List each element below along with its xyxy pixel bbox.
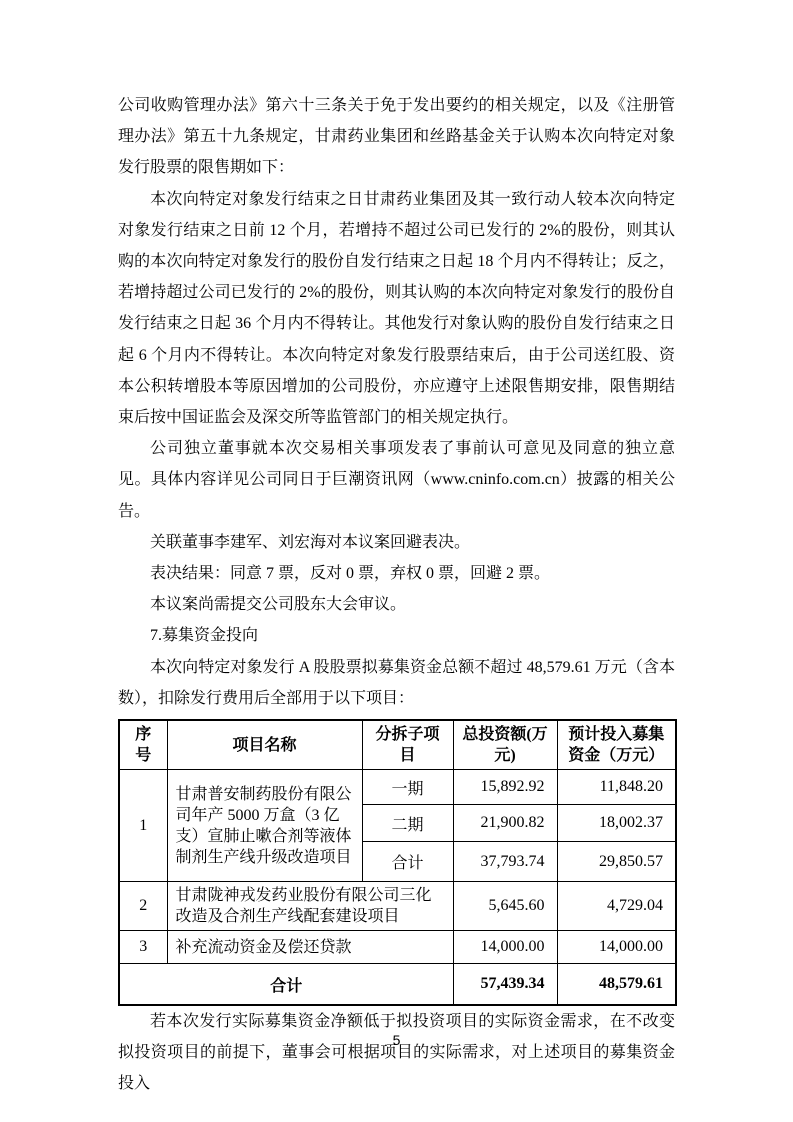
cell-project1-sub2-raised: 18,002.37 [557, 805, 676, 842]
cell-project1-name: 甘肃普安制药股份有限公司年产 5000 万盒（3 亿支）宣肺止嗽合剂等液体制剂生产线升级改造项目 [167, 770, 362, 882]
cell-total-raised: 48,579.61 [557, 964, 676, 1006]
paragraph-shortfall-note: 若本次发行实际募集资金净额低于拟投资项目的实际资金需求，在不改变拟投资项目的前提下，董事会可根据项目的实际需求，对上述项目的募集资金投入 [118, 1013, 675, 1093]
paragraph-voting-result: 表决结果：同意 7 票，反对 0 票，弃权 0 票，回避 2 票。 [150, 565, 551, 583]
table-row-project1-phase1 [119, 770, 676, 805]
cell-project1-sub2-label: 二期 [362, 805, 453, 842]
cell-project1-sub3-label: 合计 [362, 842, 453, 882]
cell-project2-no: 2 [119, 882, 167, 931]
cell-project1-sub3-raised: 29,850.57 [557, 842, 676, 882]
heading-fund-usage: 7.募集资金投向 [150, 627, 259, 645]
cell-project2-investment: 5,645.60 [453, 882, 557, 931]
col-header-raised-funds: 预计投入募集资金（万元） [557, 720, 676, 770]
document-content [118, 90, 675, 1100]
table-header-row [119, 720, 676, 770]
cell-project3-name: 补充流动资金及偿还贷款 [167, 931, 453, 964]
paragraph-lockup-terms: 本次向特定对象发行结束之日甘肃药业集团及其一致行动人较本次向特定对象发行结束之日前 12 个月，若增持不超过公司已发行的 2%的股份，则其认购的本次向特定对象发行的股份自发行结束之日起 18 个月内不得转让；反之，若增持超过公司已发行的 2%的股份，则其认购的本次向特定对象发行的股份自发行结束之日起 36 个月内不得转让。其他发行对象认购的股份自发行结束之日起 6 个月内不得转让。本次向特定对象发行股票结束后，由于公司送红股、资本公积转增股本等原因增加的公司股份，亦应遵守上述限售期安排，限售期结束后按中国证监会及深交所等监管部门的相关规定执行。 [118, 190, 675, 427]
paragraph-submit-to-shareholders: 本议案尚需提交公司股东大会审议。 [150, 596, 407, 614]
cell-project3-investment: 14,000.00 [453, 931, 557, 964]
table-row-total [119, 964, 676, 1006]
cell-project3-raised: 14,000.00 [557, 931, 676, 964]
paragraph-lockup-intro: 公司收购管理办法》第六十三条关于免于发出要约的相关规定，以及《注册管理办法》第五十九条规定，甘肃药业集团和丝路基金关于认购本次向特定对象发行股票的限售期如下： [118, 97, 675, 177]
cell-project2-raised: 4,729.04 [557, 882, 676, 931]
paragraph-related-directors-abstain: 关联董事李建军、刘宏海对本议案回避表决。 [150, 533, 471, 551]
cell-project1-sub1-label: 一期 [362, 770, 453, 805]
table-row-project3 [119, 931, 676, 964]
cell-total-investment: 57,439.34 [453, 964, 557, 1006]
cell-project2-name: 甘肃陇神戎发药业股份有限公司三化改造及合剂生产线配套建设项目 [167, 882, 453, 931]
cell-project1-no: 1 [119, 770, 167, 882]
cell-project1-sub1-investment: 15,892.92 [453, 770, 557, 805]
col-header-seq-no: 序号 [119, 720, 167, 770]
cell-project1-sub1-raised: 11,848.20 [557, 770, 676, 805]
col-header-project-name: 项目名称 [167, 720, 362, 770]
col-header-total-investment: 总投资额(万元) [453, 720, 557, 770]
page-number: 5 [392, 1032, 401, 1048]
cell-total-label: 合计 [119, 964, 453, 1006]
cell-project3-no: 3 [119, 931, 167, 964]
cell-project1-sub3-investment: 37,793.74 [453, 842, 557, 882]
paragraph-fundraising-total: 本次向特定对象发行 A 股股票拟募集资金总额不超过 48,579.61 万元（含本数），扣除发行费用后全部用于以下项目： [118, 658, 675, 707]
col-header-sub-item: 分拆子项目 [362, 720, 453, 770]
table-row-project2 [119, 882, 676, 931]
fund-usage-table [118, 719, 677, 1006]
cell-project1-sub2-investment: 21,900.82 [453, 805, 557, 842]
paragraph-independent-directors-opinion: 公司独立董事就本次交易相关事项发表了事前认可意见及同意的独立意见。具体内容详见公司同日于巨潮资讯网（www.cninfo.com.cn）披露的相关公告。 [118, 440, 675, 520]
